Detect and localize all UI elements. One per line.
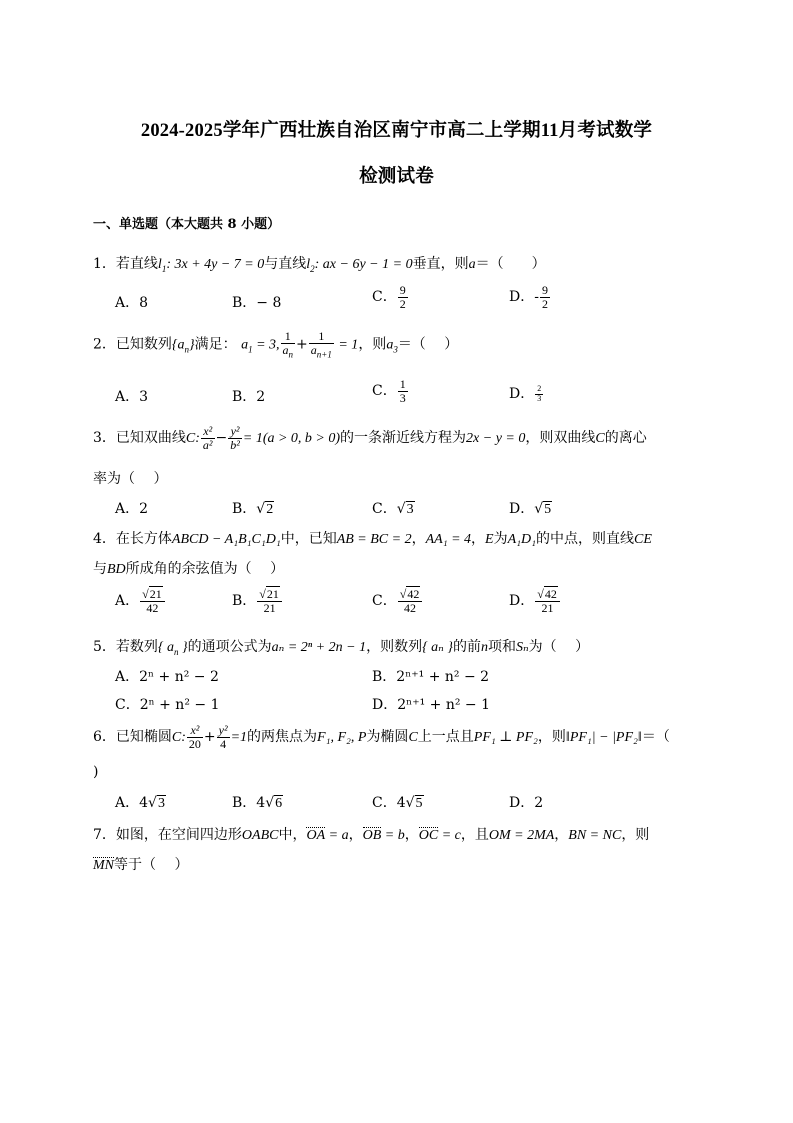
question-1: 1．若直线$l_1$: 3x + 4y − 7 = 0与直线$l_2$: ax − 6y − 1 = 0垂直，则a＝（ ） — [93, 256, 546, 274]
q5-option-b: B．2ⁿ⁺¹ + n² − 2 — [372, 669, 490, 685]
question-number: 4． — [93, 531, 116, 547]
question-3: 3．已知双曲线C: $\frac{\text{x²}}{\text{a²}}$ − $\frac{\text{y²}}{\text{b²}}$ = 1(a > 0, b > 0)的一条渐近线方程为2x − y = 0，则双曲线C的离心 — [93, 424, 647, 452]
q5-option-a: A．2ⁿ + n² − 2 — [115, 669, 219, 685]
question-7-line2: MN等于（ ） — [93, 857, 189, 873]
q2-option-c: C． $\frac{1}{3}$ — [372, 377, 406, 405]
question-4-line2: 与BD所成角的余弦值为（ ） — [93, 561, 285, 577]
q4-option-d: D． $\frac{√42}{21}$ — [509, 588, 561, 614]
exam-title-line2: 检测试卷 — [359, 167, 434, 187]
question-6-line2: ) — [93, 764, 99, 780]
question-3-line2: 率为（ ） — [93, 471, 168, 487]
q3-option-a: A．2 — [115, 501, 149, 517]
question-number: 7． — [93, 827, 116, 843]
question-number: 1． — [93, 256, 116, 272]
exam-title-line1: 2024-2025学年广西壮族自治区南宁市高二上学期11月考试数学 — [140, 121, 653, 141]
q2-option-b: B．2 — [232, 389, 266, 405]
q3-option-b: B．√2 — [232, 501, 274, 517]
q2-option-a: A．3 — [115, 389, 149, 405]
q3-option-d: D．√5 — [509, 501, 552, 517]
q6-option-a: A．4√3 — [115, 795, 165, 811]
question-2: 2．已知数列$\{a_n\}$满足： $a_1 = 3$, $\frac{1}{a_n}$ + $\frac{1}{a_{n+1}}$ = 1，则$a_3=$（ ） — [93, 329, 459, 359]
question-number: 2． — [93, 336, 116, 353]
question-6: 6．已知椭圆C: $\frac{\text{x²}}{20}$ + $\frac{\text{y²}}{4}$ =1的两焦点为F₁, F₂, P为椭圆C上一点且PF₁ ⊥ PF₂，则‖PF₁| − |PF₂‖＝（ — [93, 723, 670, 751]
question-7: 7．如图，在空间四边形OABC中，OA = a，OB = b，OC = c，且OM = 2MA，BN = NC，则 — [93, 827, 650, 843]
q4-option-c: C． $\frac{√42}{42}$ — [372, 588, 423, 614]
question-number: 3． — [93, 430, 116, 447]
section-heading: 一、单选题（本大题共 8 小题） — [93, 217, 281, 232]
q6-option-b: B．4√6 — [232, 795, 283, 811]
q3-option-c: C．√3 — [372, 501, 414, 517]
q6-option-d: D．2 — [509, 795, 544, 811]
q1-option-b: B．− 8 — [232, 295, 282, 311]
q6-option-c: C．4√5 — [372, 795, 423, 811]
question-number: 5． — [93, 639, 116, 655]
question-4: 4．在长方体ABCD − A₁B₁C₁D₁中，已知AB = BC = 2，AA₁ = 4，E为A₁D₁的中点，则直线CE — [93, 531, 652, 547]
q4-option-b: B． $\frac{√21}{21}$ — [232, 588, 283, 614]
q5-option-d: D．2ⁿ⁺¹ + n² − 1 — [372, 697, 490, 713]
question-number: 6． — [93, 729, 116, 746]
q1-option-a: A．8 — [115, 295, 149, 311]
question-5: 5．若数列{ $a_n$ }的通项公式为aₙ = 2ⁿ + 2n − 1，则数列{ aₙ }的前n项和Sₙ为（ ） — [93, 639, 590, 657]
q5-option-c: C．2ⁿ + n² − 1 — [115, 697, 220, 713]
q1-option-d: D．- $\frac{9}{2}$ — [509, 283, 548, 311]
q1-option-c: C． $\frac{9}{2}$ — [372, 283, 406, 311]
q4-option-a: A． $\frac{√21}{42}$ — [115, 588, 166, 614]
q2-option-d: D． $\frac{2}{3}$ — [509, 384, 542, 403]
